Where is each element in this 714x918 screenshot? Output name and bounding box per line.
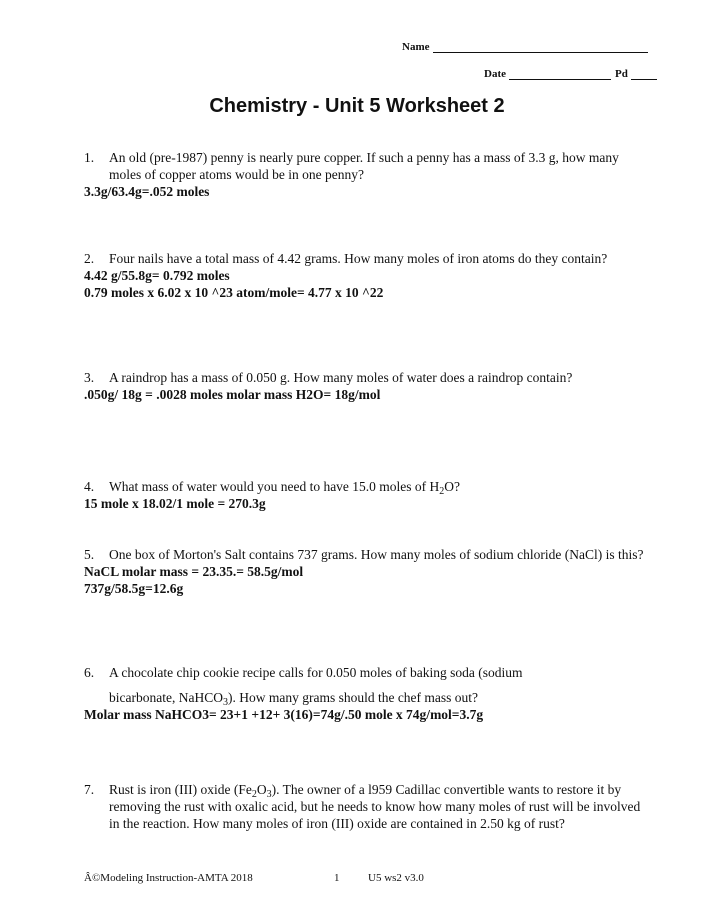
question-text: Rust is iron (III) oxide $(Fe_2O_3)$. The owner of a l959 Cadillac convertible wants to restore it by removing the rust with oxalic acid, but he needs to know how many moles of rust will be involved in the reaction. How many moles of iron (III) oxide are contained in 2.50 kg of rust?	[109, 782, 641, 831]
name-label: Name	[402, 41, 430, 53]
question-4	[84, 478, 654, 512]
question-text: One box of Morton's Salt contains 737 grams. How many moles of sodium chloride (NaCl) is this?	[109, 547, 644, 562]
name-blank[interactable]	[433, 42, 648, 53]
question-text: An old (pre-1987) penny is nearly pure copper. If such a penny has a mass of 3.3 g, how many moles of copper atoms would be in one penny?	[109, 150, 619, 182]
question-2	[84, 250, 654, 301]
page-title: Chemistry - Unit 5 Worksheet 2	[209, 95, 505, 117]
question-text: A raindrop has a mass of 0.050 g. How many moles of water does a raindrop contain?	[109, 370, 573, 385]
answer-line: 3.3g/63.4g=.052 moles	[84, 184, 210, 199]
answer-line: NaCL molar mass = 23.35.= 58.5g/mol	[84, 564, 304, 579]
question-number: 7.	[84, 782, 95, 797]
footer-version: U5 ws2 v3.0	[368, 872, 424, 884]
answer-line: Molar mass NaHCO3= 23+1 +12+ 3(16)=74g/.50 mole x 74g/mol=3.7g	[84, 707, 484, 722]
question-text: A chocolate chip cookie recipe calls for 0.050 moles of baking soda (sodium bicarbonate, NaHCO$_3$). How many grams should the chef mass out?	[109, 665, 523, 708]
date-blank[interactable]	[509, 69, 611, 80]
question-number: 1.	[84, 150, 95, 165]
question-number: 3.	[84, 370, 95, 385]
question-number: 2.	[84, 251, 95, 266]
answer-line: 15 mole x 18.02/1 mole = 270.3g	[84, 496, 266, 511]
question-7	[84, 781, 654, 832]
footer-page-number: 1	[334, 872, 340, 884]
question-number: 4.	[84, 479, 95, 494]
date-period-field[interactable]	[484, 68, 657, 80]
period-label: Pd	[615, 68, 628, 80]
question-number: 5.	[84, 547, 95, 562]
name-field[interactable]	[402, 41, 648, 53]
question-number: 6.	[84, 665, 95, 680]
answer-line: 0.79 moles x 6.02 x 10 ^23 atom/mole= 4.77 x 10 ^22	[84, 285, 384, 300]
question-text: What mass of water would you need to have 15.0 moles of $H_2O$?	[109, 479, 461, 497]
question-3	[84, 369, 654, 403]
question-6	[84, 664, 654, 723]
answer-line: .050g/ 18g = .0028 moles molar mass H2O= 18g/mol	[84, 387, 381, 402]
question-text: Four nails have a total mass of 4.42 grams. How many moles of iron atoms do they contain?	[109, 251, 608, 266]
question-5	[84, 546, 654, 597]
answer-line: 4.42 g/55.8g= 0.792 moles	[84, 268, 230, 283]
question-1	[84, 149, 654, 200]
answer-line: 737g/58.5g=12.6g	[84, 581, 184, 596]
date-label: Date	[484, 68, 506, 80]
period-blank[interactable]	[631, 69, 657, 80]
footer-copyright: Â©Modeling Instruction-AMTA 2018	[84, 872, 253, 884]
